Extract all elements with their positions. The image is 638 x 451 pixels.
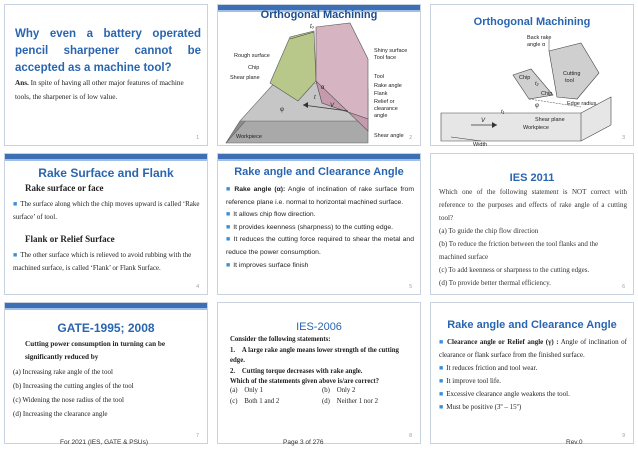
slide-title: Orthogonal Machining (473, 16, 591, 28)
list-item (226, 184, 414, 209)
question-text: Cutting power consumption in turning can be significantly reduced by (25, 340, 166, 361)
clearance-angle-list (439, 336, 627, 414)
label-chip-inner: Chip (541, 91, 553, 97)
label-shiny-surface: Shiny surface (374, 48, 408, 54)
list-item-text: It provides keenness (sharpness) to the cutting edge. (233, 223, 394, 231)
label-v: V (481, 118, 486, 124)
slide-title: Why even a battery operated pencil sharpener cannot be accepted as a machine tool? (15, 28, 201, 74)
statement-1: 1. A large rake angle means lower strength of the cutting edge. (230, 346, 399, 364)
label-cutting-1: Cutting (563, 71, 581, 77)
bullet-icon: ■ (439, 338, 444, 346)
answer-text (15, 76, 201, 104)
slide-8 (217, 302, 421, 444)
flank-text (13, 249, 201, 275)
flank-desc: The other surface which is relieved to avoid rubbing with the machined surface, is called ‘Flank’ or Flank Surface. (13, 251, 192, 272)
header-bar-accent (5, 308, 207, 310)
bullet-icon: ■ (226, 261, 231, 269)
option-d: (d) Increasing the clearance angle (13, 410, 108, 418)
rake-angle-list (226, 184, 414, 272)
slide-number: 6 (622, 284, 625, 290)
slide-5 (217, 153, 421, 295)
label-workpiece: Workpiece (523, 125, 549, 131)
slide-number: 7 (196, 433, 199, 439)
slide-number: 8 (409, 433, 412, 439)
option-a: (a) To guide the chip flow direction (439, 227, 539, 235)
bullet-icon: ■ (13, 200, 18, 208)
label-t2: t₂ (535, 81, 539, 87)
bullet-icon: ■ (226, 211, 231, 219)
slide-title: IES 2011 (509, 172, 555, 184)
label-shear-plane: Shear plane (535, 117, 565, 123)
list-item-text: Excessive clearance angle weakens the tool. (446, 390, 570, 398)
statement-2: 2. Cutting torque decreases with rake angle. (230, 367, 363, 375)
option-c: (c) Both 1 and 2 (230, 398, 280, 405)
heading-rake-surface: Rake surface or face (25, 183, 104, 193)
orthogonal-cutting-diagram (431, 33, 635, 148)
label-t: t (314, 95, 316, 101)
slide-7 (4, 302, 208, 444)
label-rough-surface: Rough surface (234, 53, 270, 59)
option-a: (a) Increasing rake angle of the tool (13, 368, 113, 376)
rake-surface-desc: The surface along which the chip moves upward is called ‘Rake surface’ of tool. (13, 200, 200, 221)
bullet-icon: ■ (439, 390, 444, 398)
slide-title: Rake angle and Clearance Angle (447, 319, 617, 331)
bullet-icon: ■ (226, 223, 231, 231)
slide-title: Rake Surface and Flank (38, 166, 174, 180)
clearance-angle-def: Angle of inclination of clearance or flank surface from the finished surface. (439, 338, 627, 359)
slide-number: 3 (622, 135, 625, 141)
list-item (439, 336, 627, 362)
list-item (439, 388, 627, 401)
list-item (226, 209, 414, 222)
answer-label: Ans. (15, 79, 29, 87)
label-cutting-2: tool (565, 78, 574, 84)
header-bar-accent (218, 159, 420, 161)
list-item-text: It reduces the cutting force required to shear the metal and reduce the power consumption. (226, 236, 414, 256)
slide-2 (217, 4, 421, 146)
bullet-icon: ■ (13, 251, 18, 259)
slide-1 (4, 4, 208, 146)
label-tc: tₒ (310, 24, 315, 30)
label-phi: φ (280, 107, 284, 113)
slide-number: 2 (409, 135, 412, 141)
label-phi: φ (535, 103, 539, 109)
list-item-text: It allows chip flow direction. (233, 211, 316, 219)
clearance-angle-term: Clearance angle or Relief angle (γ) : (447, 338, 559, 346)
rake-angle-def: Angle of inclination of rake surface from reference plane i.e. normal to horizontal machined surface. (226, 186, 414, 206)
list-item (226, 260, 414, 273)
list-item (439, 362, 627, 375)
question-block (439, 186, 627, 290)
slide-number: 9 (622, 433, 625, 439)
rake-surface-text (13, 198, 201, 224)
label-shear-plane: Shear plane (230, 75, 260, 81)
label-relief-3: angle (374, 113, 388, 119)
label-shear-angle: Shear angle (374, 133, 404, 139)
label-tool-face: Tool face (374, 55, 397, 61)
orthogonal-machining-diagram (218, 19, 422, 149)
header-bar-accent (5, 159, 207, 161)
footer-rev: Rev.0 (566, 439, 583, 446)
statement-intro: Consider the following statements: (230, 336, 331, 343)
list-item (226, 234, 414, 259)
label-chip: Chip (519, 75, 531, 81)
footer-page: Page 3 of 276 (283, 439, 324, 446)
statement-question: Which of the statements given above is/are correct? (230, 378, 380, 385)
list-item-text: Must be positive (3º – 15º) (446, 403, 522, 411)
slide-title: Orthogonal Machining (260, 9, 378, 21)
bullet-icon: ■ (439, 377, 444, 385)
label-v: V (330, 103, 335, 109)
label-t1: t₁ (501, 109, 505, 115)
option-d: (d) Neither 1 nor 2 (322, 398, 379, 405)
rake-angle-term: Rake angle (α): (234, 186, 286, 193)
list-item (226, 222, 414, 235)
label-workpiece: Workpiece (236, 134, 262, 140)
list-item-text: It reduces friction and tool wear. (446, 364, 538, 372)
slide-title: Rake angle and Clearance Angle (234, 166, 404, 178)
label-back-rake-1: Back rake (527, 35, 552, 41)
label-chip: Chip (248, 65, 260, 71)
label-flank: Flank (374, 91, 388, 97)
list-item (439, 401, 627, 414)
label-relief-2: clearance (374, 106, 398, 112)
slide-title: GATE-1995; 2008 (57, 321, 155, 335)
bullet-icon: ■ (226, 236, 231, 244)
option-a: (a) Only 1 (230, 387, 264, 394)
slide-9 (430, 302, 634, 444)
label-tool: Tool (374, 74, 385, 80)
footer-left: For 2021 (IES, GATE & PSUs) (60, 439, 149, 446)
option-c: (c) To add keenness or sharpness to the cutting edges. (439, 266, 590, 274)
list-item-text: It improve tool life. (446, 377, 502, 385)
slide-number: 1 (196, 135, 199, 141)
slide-3 (430, 4, 634, 146)
list-item-text: It improves surface finish (233, 261, 309, 269)
slide-number: 5 (409, 284, 412, 290)
option-b: (b) To reduce the friction between the tool flanks and the machined surface (439, 240, 599, 261)
bullet-icon: ■ (226, 186, 232, 193)
slide-title: IES-2006 (296, 321, 342, 333)
question-text: Which one of the following statement is NOT correct with reference to the purposes and effects of rake angle of a cutting tool? (439, 188, 627, 222)
label-back-rake-2: angle α (527, 42, 546, 48)
label-relief-1: Relief or (374, 99, 395, 105)
label-width: Width (473, 142, 488, 148)
label-rake-angle: Rake angle (374, 83, 402, 89)
list-item (439, 375, 627, 388)
answer-body: In spite of having all other major features of machine tools, the sharpener is of low value. (15, 79, 184, 101)
slide-6 (430, 153, 634, 295)
bullet-icon: ■ (439, 403, 444, 411)
option-c: (c) Widening the nose radius of the tool (13, 396, 124, 404)
option-b: (b) Only 2 (322, 387, 356, 394)
option-d: (d) To provide better thermal efficiency. (439, 279, 551, 287)
options-block (13, 365, 201, 421)
statement-block (230, 335, 414, 388)
option-b: (b) Increasing the cutting angles of the tool (13, 382, 134, 390)
label-edge-radius: Edge radius (567, 101, 597, 107)
label-alpha: α (321, 85, 325, 91)
bullet-icon: ■ (439, 364, 444, 372)
heading-flank: Flank or Relief Surface (25, 234, 115, 244)
slide-number: 4 (196, 284, 199, 290)
slide-4 (4, 153, 208, 295)
